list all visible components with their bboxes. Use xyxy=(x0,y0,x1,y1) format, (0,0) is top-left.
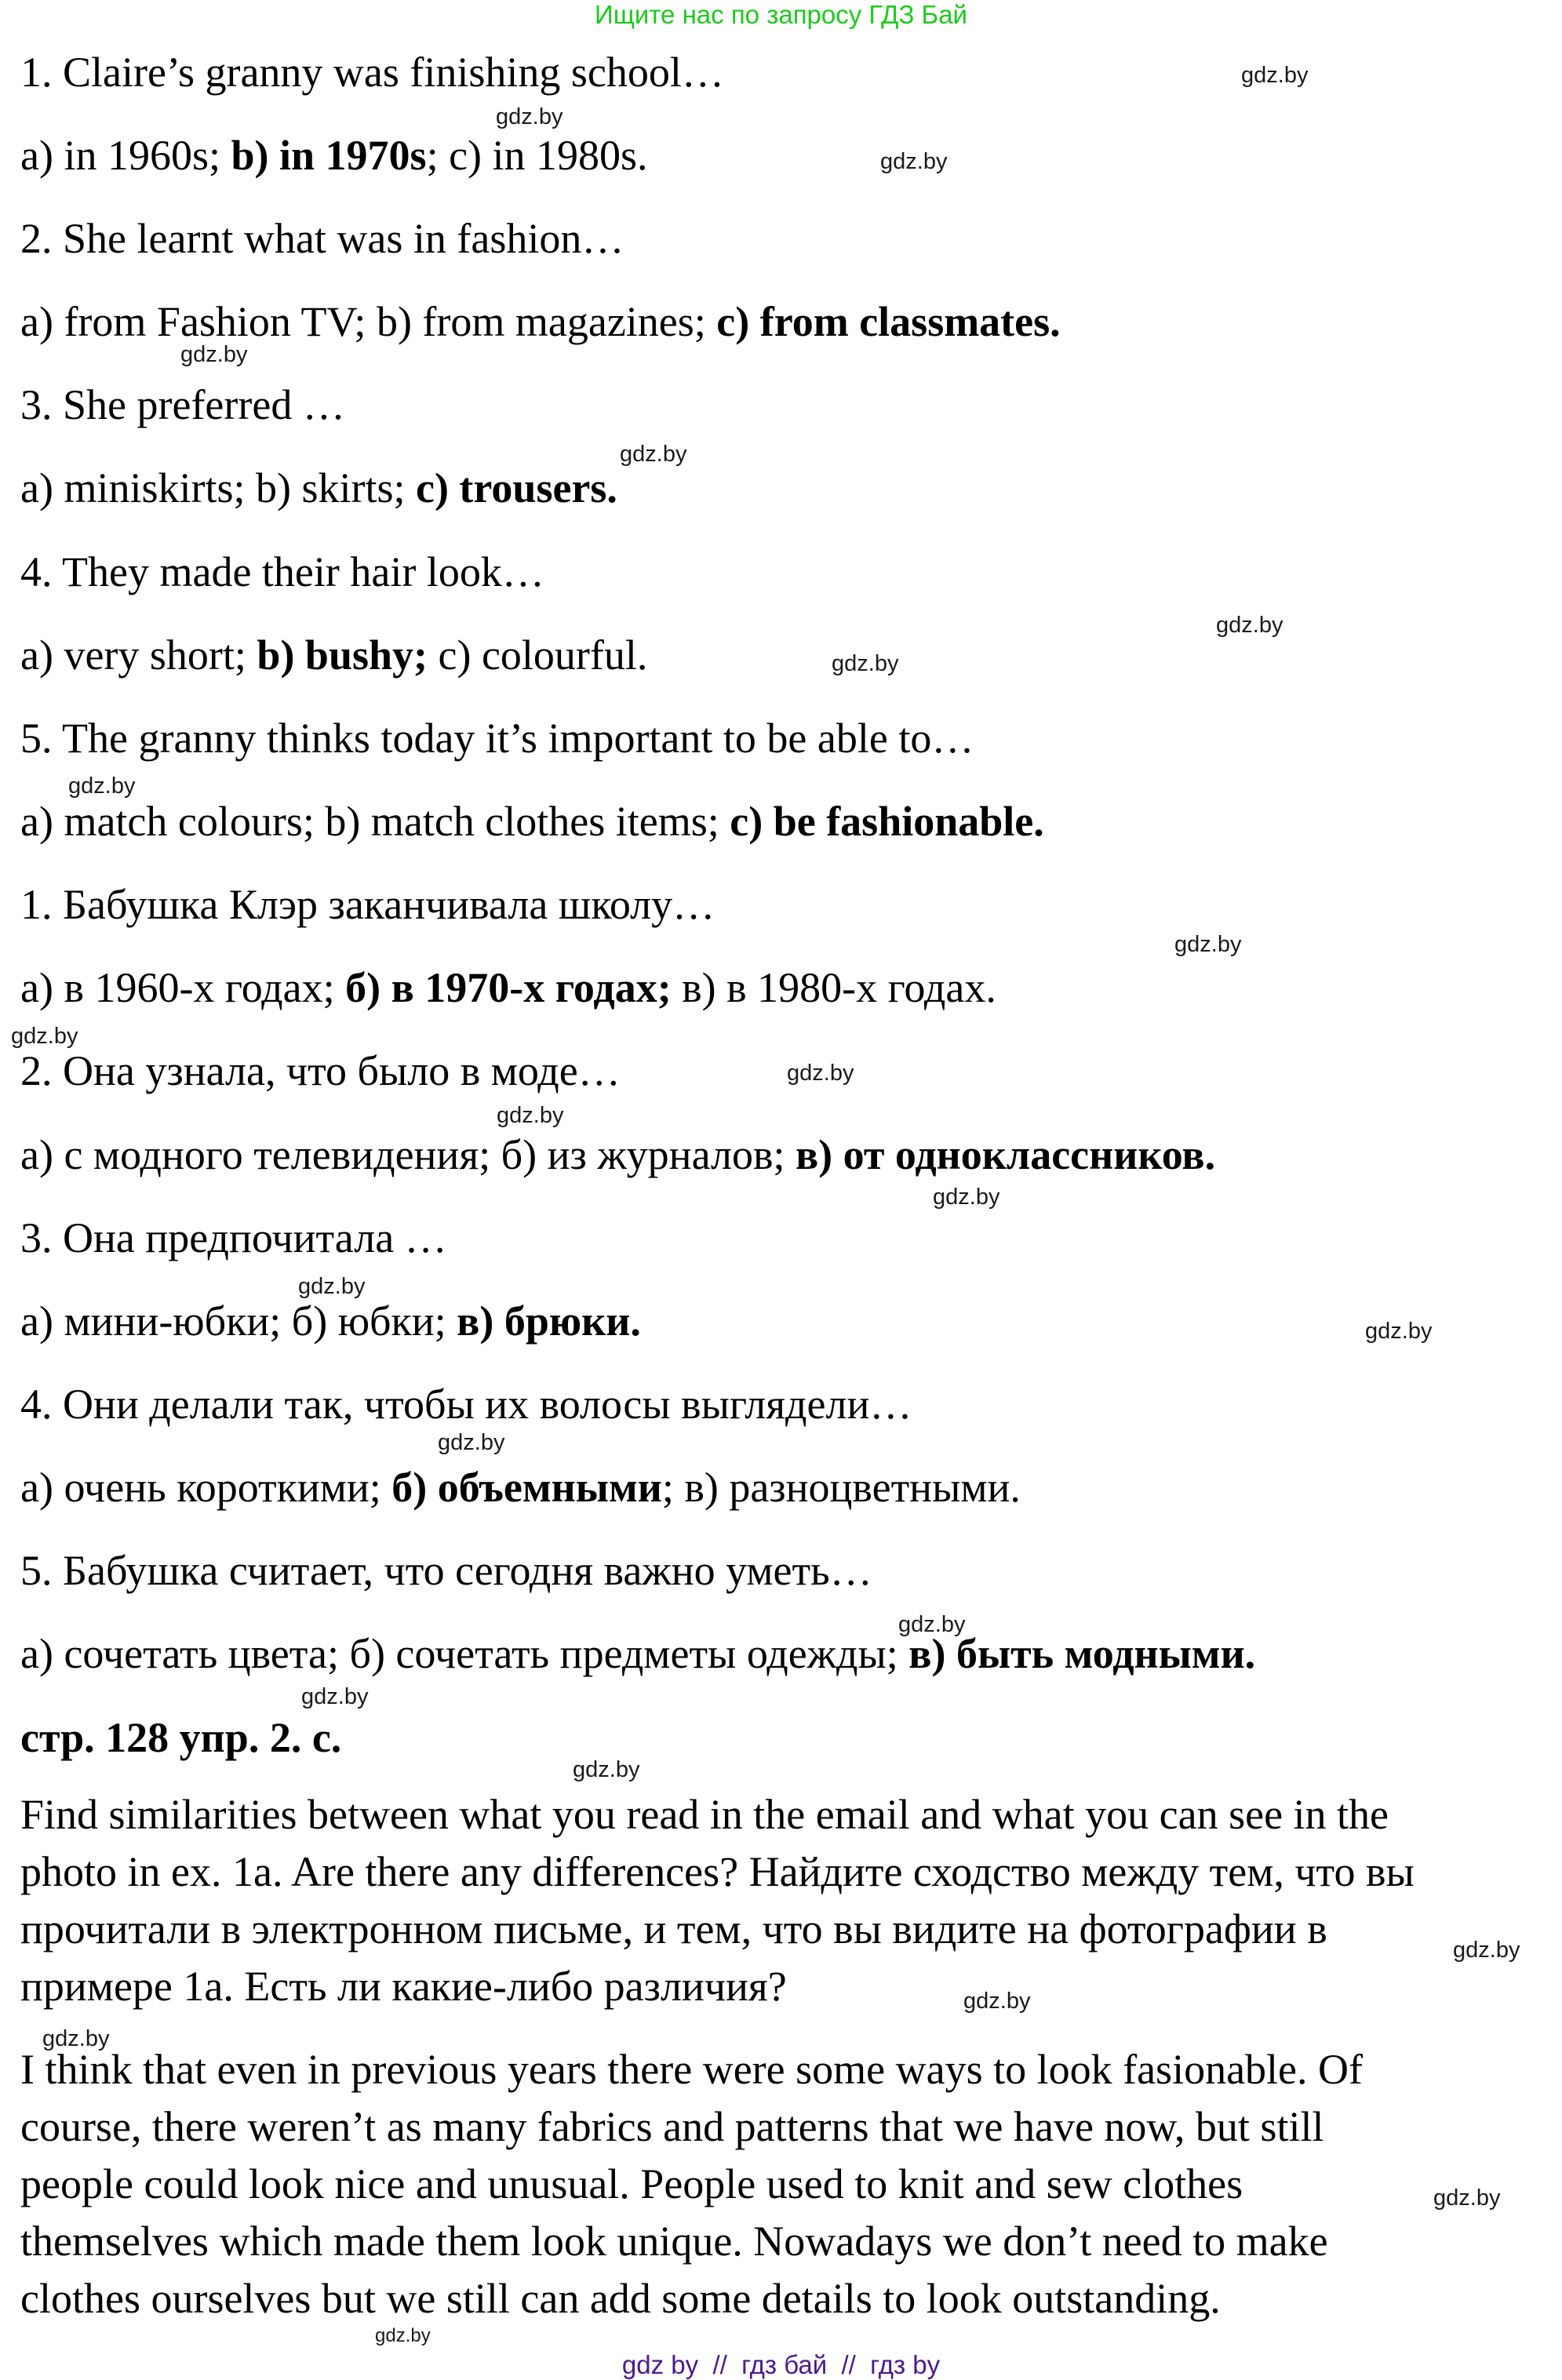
ru-question-2: 2. Она узнала, что было в моде… xyxy=(20,1047,621,1094)
watermark: gdz.by xyxy=(963,1989,1031,2014)
option-text: a) miniskirts; b) skirts; xyxy=(20,464,416,511)
task-line-3: прочитали в электронном письме, и тем, что вы видите на фотографии в xyxy=(20,1905,1327,1952)
en-question-5: 5. The granny thinks today it’s important to be able to… xyxy=(20,715,974,762)
en-question-4: 4. They made their hair look… xyxy=(20,548,544,595)
watermark: gdz.by xyxy=(787,1061,854,1086)
watermark: gdz.by xyxy=(375,2325,431,2346)
option-text: а) очень короткими; xyxy=(20,1464,392,1511)
watermark: gdz.by xyxy=(933,1185,1000,1210)
ru-question-5: 5. Бабушка считает, что сегодня важно уметь… xyxy=(20,1547,872,1594)
option-text: c) colourful. xyxy=(428,631,648,679)
option-text: в) в 1980-х годах. xyxy=(671,964,996,1011)
watermark: gdz.by xyxy=(68,773,136,799)
watermark: gdz.by xyxy=(1453,1938,1520,1963)
watermark: gdz.by xyxy=(1241,63,1309,88)
ru-options-2 xyxy=(20,1130,1215,1180)
en-options-3 xyxy=(20,463,617,513)
watermark: gdz.by xyxy=(301,1684,369,1709)
task-line-1: Find similarities between what you read in the email and what you can see in the xyxy=(20,1791,1389,1838)
exercise-heading: стр. 128 упр. 2. c. xyxy=(20,1714,342,1761)
watermark: gdz.by xyxy=(620,442,687,467)
answer-line-3: people could look nice and unusual. People used to knit and sew clothes xyxy=(20,2160,1243,2207)
watermark: gdz.by xyxy=(497,1103,564,1128)
watermark: gdz.by xyxy=(298,1274,366,1299)
en-question-3: 3. She preferred … xyxy=(20,381,345,428)
top-search-banner: Ищите нас по запросу ГДЗ Бай xyxy=(595,0,967,29)
option-text: а) сочетать цвета; б) сочетать предметы одежды; xyxy=(20,1630,909,1677)
option-text: а) с модного телевидения; б) из журналов; xyxy=(20,1131,796,1178)
correct-answer: б) объемными xyxy=(391,1464,662,1511)
watermark: gdz.by xyxy=(180,342,248,367)
en-options-2 xyxy=(20,297,1061,347)
ru-options-4 xyxy=(20,1462,1021,1512)
en-options-5 xyxy=(20,796,1044,846)
watermark: gdz.by xyxy=(1216,613,1283,638)
correct-answer: c) be fashionable. xyxy=(730,798,1044,845)
correct-answer: c) from classmates. xyxy=(716,298,1061,345)
watermark: gdz.by xyxy=(832,651,899,676)
correct-answer: b) bushy; xyxy=(257,631,428,679)
task-line-4: примере 1a. Есть ли какие-либо различия? xyxy=(20,1963,787,2010)
answer-line-2: course, there weren’t as many fabrics and patterns that we have now, but still xyxy=(20,2103,1324,2150)
watermark: gdz.by xyxy=(1433,2185,1501,2211)
en-options-1 xyxy=(20,130,648,180)
ru-options-1 xyxy=(20,963,996,1013)
answer-line-4: themselves which made them look unique. Nowadays we don’t need to make xyxy=(20,2218,1328,2265)
en-question-2: 2. She learnt what was in fashion… xyxy=(20,215,624,262)
watermark: gdz.by xyxy=(898,1612,966,1637)
watermark: gdz.by xyxy=(11,1024,78,1049)
watermark: gdz.by xyxy=(42,2026,110,2051)
option-text: a) match colours; b) match clothes items; xyxy=(20,798,730,845)
correct-answer: b) in 1970s xyxy=(231,132,427,179)
option-text: a) very short; xyxy=(20,631,257,679)
en-question-1: 1. Claire’s granny was finishing school… xyxy=(20,49,724,96)
option-text: a) in 1960s; xyxy=(20,132,231,179)
watermark: gdz.by xyxy=(880,149,948,174)
footer-links: gdz by // гдз бай // гдз by xyxy=(621,2350,941,2379)
watermark: gdz.by xyxy=(1174,932,1242,957)
ru-options-5 xyxy=(20,1629,1255,1679)
ru-options-3 xyxy=(20,1296,641,1346)
option-text: a) from Fashion TV; b) from magazines; xyxy=(20,298,717,345)
answer-line-5: clothes ourselves but we still can add some details to look outstanding. xyxy=(20,2275,1221,2322)
watermark: gdz.by xyxy=(496,104,563,129)
correct-answer: в) быть модными. xyxy=(908,1630,1256,1677)
watermark: gdz.by xyxy=(573,1757,640,1782)
watermark: gdz.by xyxy=(438,1430,505,1455)
option-text: а) мини-юбки; б) юбки; xyxy=(20,1297,457,1345)
en-options-4 xyxy=(20,630,647,680)
ru-question-3: 3. Она предпочитала … xyxy=(20,1214,447,1261)
option-text: ; в) разноцветными. xyxy=(661,1464,1021,1511)
ru-question-4: 4. Они делали так, чтобы их волосы выглядели… xyxy=(20,1381,912,1428)
answer-line-1: I think that even in previous years there were some ways to look fasionable. Of xyxy=(20,2046,1363,2093)
correct-answer: б) в 1970-х годах; xyxy=(345,964,672,1011)
task-line-2: photo in ex. 1a. Are there any differences? Найдите сходство между тем, что вы xyxy=(20,1848,1415,1895)
option-text: ; c) in 1980s. xyxy=(426,132,648,179)
correct-answer: в) от одноклассников. xyxy=(795,1131,1216,1178)
watermark: gdz.by xyxy=(1365,1319,1433,1344)
correct-answer: в) брюки. xyxy=(457,1297,641,1345)
option-text: а) в 1960-х годах; xyxy=(20,964,346,1011)
correct-answer: c) trousers. xyxy=(415,464,617,511)
ru-question-1: 1. Бабушка Клэр заканчивала школу… xyxy=(20,881,715,928)
